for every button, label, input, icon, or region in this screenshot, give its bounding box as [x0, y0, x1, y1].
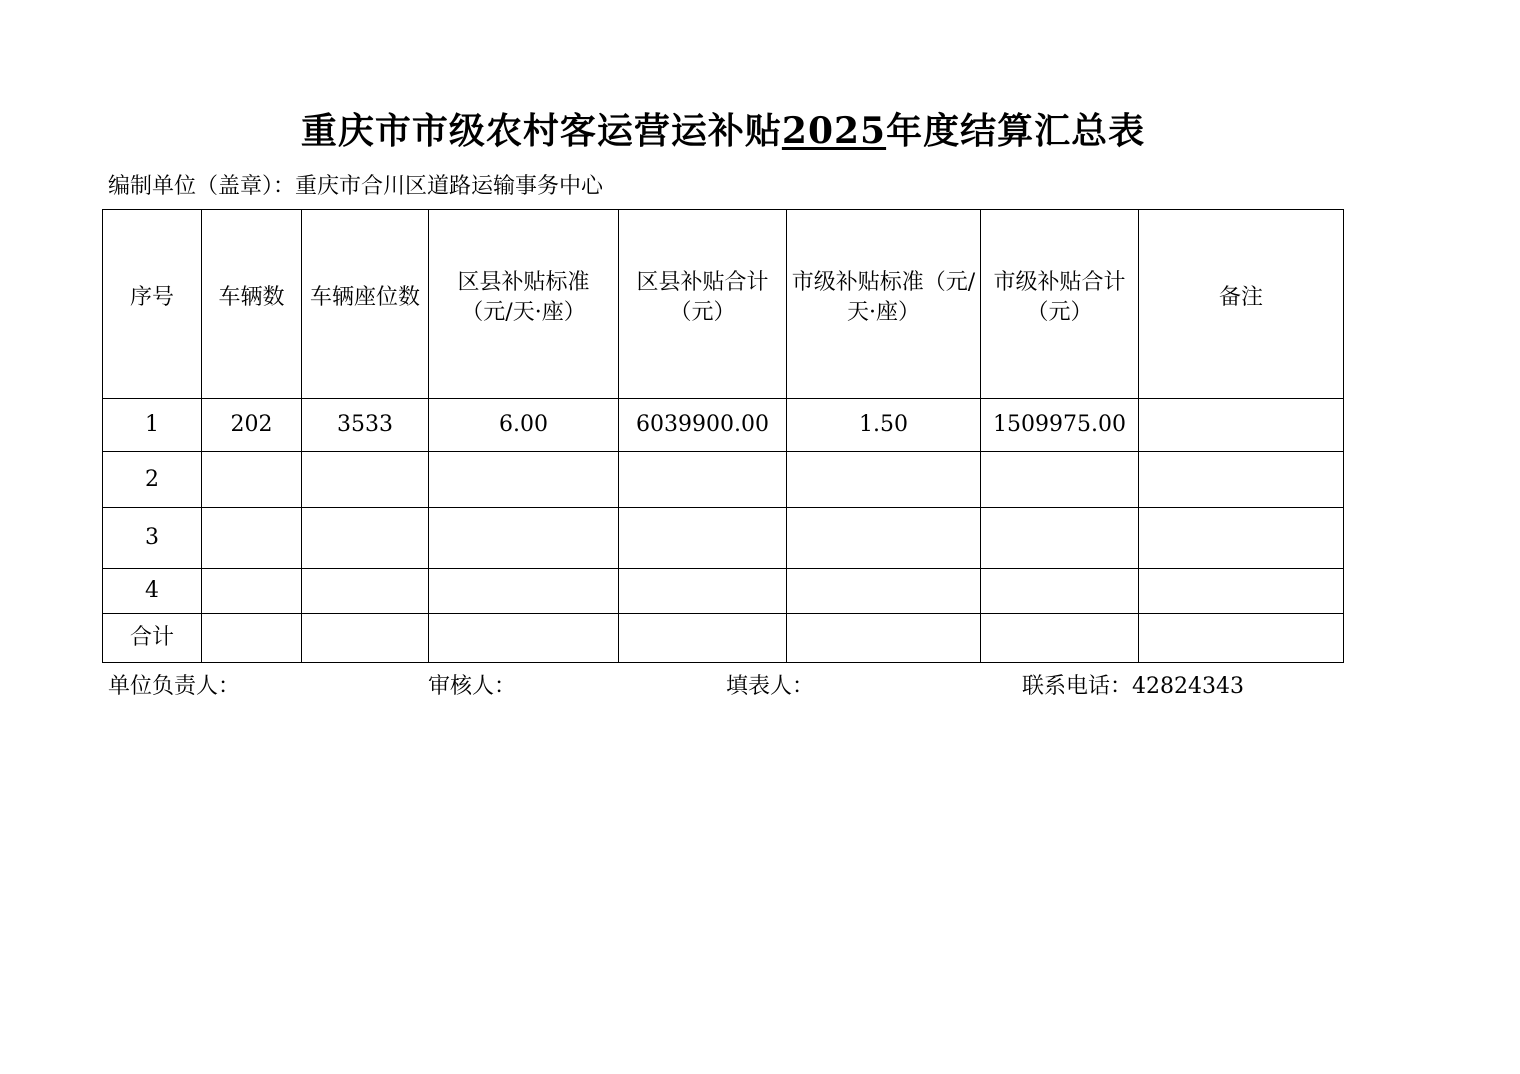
- table-cell: 3533: [302, 399, 429, 452]
- page-title: [0, 108, 1446, 154]
- table-cell: [202, 452, 302, 508]
- table-cell: [787, 569, 981, 614]
- footer-responsible-person: 单位负责人：: [108, 674, 241, 699]
- table-cell: 6039900.00: [619, 399, 787, 452]
- table-cell: 2: [103, 452, 202, 508]
- table-cell: [619, 569, 787, 614]
- header-cell: 车辆座位数: [302, 210, 429, 399]
- table-cell: [619, 452, 787, 508]
- table-cell: [787, 508, 981, 569]
- table-cell: [202, 614, 302, 663]
- footer-contact-phone: 联系电话：42824343: [1022, 674, 1244, 699]
- table-cell: [429, 508, 619, 569]
- header-cell: 市级补贴标准（元/天·座）: [787, 210, 981, 399]
- table-header-row: [103, 210, 1344, 399]
- header-cell: 备注: [1139, 210, 1344, 399]
- table-cell: [302, 614, 429, 663]
- header-cell: 车辆数: [202, 210, 302, 399]
- table-row: [103, 508, 1344, 569]
- table-cell: [619, 508, 787, 569]
- table-cell: [981, 569, 1139, 614]
- table-cell: [429, 452, 619, 508]
- footer-form-filler: 填表人：: [726, 674, 815, 699]
- table-cell: [1139, 614, 1344, 663]
- table-cell: 3: [103, 508, 202, 569]
- table-cell: 202: [202, 399, 302, 452]
- table-row: [103, 399, 1344, 452]
- table-cell: [981, 452, 1139, 508]
- table-cell: [302, 569, 429, 614]
- table-cell: [787, 452, 981, 508]
- table-row: [103, 569, 1344, 614]
- settlement-summary-table: [102, 209, 1344, 663]
- header-cell: 区县补贴标准（元/天·座）: [429, 210, 619, 399]
- table-cell: 1.50: [787, 399, 981, 452]
- table-cell: [202, 508, 302, 569]
- header-cell: 序号: [103, 210, 202, 399]
- table-cell: [302, 508, 429, 569]
- table-cell: [1139, 399, 1344, 452]
- table-cell: [981, 508, 1139, 569]
- table-cell: 6.00: [429, 399, 619, 452]
- header-cell: 区县补贴合计（元）: [619, 210, 787, 399]
- table-cell: [429, 614, 619, 663]
- compiling-unit: 编制单位（盖章）：重庆市合川区道路运输事务中心: [108, 174, 604, 199]
- footer-reviewer: 审核人：: [428, 674, 517, 699]
- table-row-total: [103, 614, 1344, 663]
- table-row: [103, 452, 1344, 508]
- table-cell: 4: [103, 569, 202, 614]
- table-cell: [981, 614, 1139, 663]
- table-cell: [1139, 508, 1344, 569]
- title-year: 2025: [781, 110, 887, 152]
- title-prefix: 重庆市市级农村客运营运补贴: [300, 110, 782, 152]
- title-suffix: 年度结算汇总表: [886, 110, 1146, 152]
- table-cell: 1: [103, 399, 202, 452]
- table-cell: [1139, 452, 1344, 508]
- table-cell: [1139, 569, 1344, 614]
- table-cell: [202, 569, 302, 614]
- table-cell: 合计: [103, 614, 202, 663]
- table-cell: [619, 614, 787, 663]
- table-cell: [429, 569, 619, 614]
- table-cell: 1509975.00: [981, 399, 1139, 452]
- table-cell: [302, 452, 429, 508]
- table-cell: [787, 614, 981, 663]
- header-cell: 市级补贴合计（元）: [981, 210, 1139, 399]
